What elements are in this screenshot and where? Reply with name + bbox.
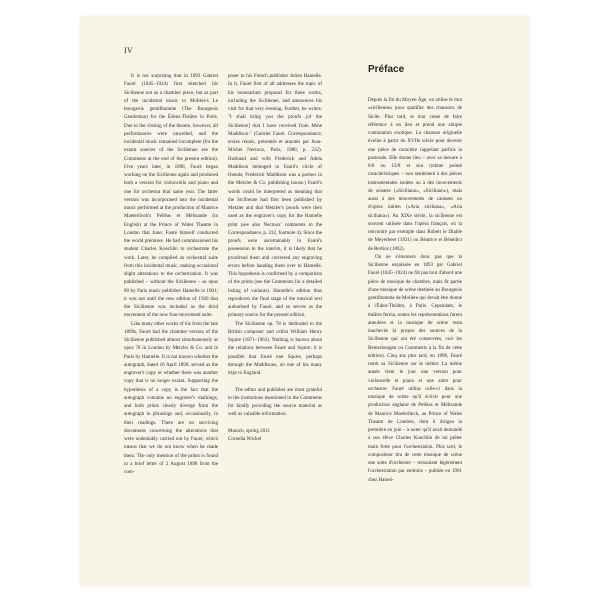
paragraph: It is not surprising that in 1893 Gabriel Fauré (1845–1924) first sketched his Sicilienne not as a chamber piece, but as part of the incidental music to Molière's Le bourgeois gentilhomme (The Bourgeois Gentleman) for the Édens-Théâtre in Paris. Due to the closing of the theatre, however, all performances were cancelled, and the incidental music remained incomplete (for the extant sources of the Sicilienne see the Comments at the end of the present edition). Five years later, in 1898, Fauré began working on the Sicilienne again and produced both a version for violoncello and piano and one for orchestra that same year. The latter version was incorporated into the incidental music performed at the production of Maurice Maeterlinck's Pelléas et Mélisande (in English) at the Prince of Wales Theatre in London that June; Fauré himself conducted the world premiere. He had commissioned his student Charles Koechlin to orchestrate the work. Later, he compiled an orchestral suite from this incidental music, making occasional slight alterations to the orchestration. It was published – without the Sicilienne – as opus 80 by Paris music publisher Hamelle in 1901; it was not until the new edition of 1920 that the Sicilienne was included as the third movement of the now four-movement suite. — [124, 73, 218, 319]
section-heading: Préface — [368, 64, 405, 75]
paragraph: The editor and publisher are most grateful to the institutions mentioned in the Comments for kindly providing the source material as well as valuable information. — [228, 386, 322, 418]
column-french — [368, 96, 462, 484]
paragraph: poser to his French publisher Julien Hamelle. In it, Fauré first of all addresses the topic of his honorarium proposal for three works, including the Sicilienne, and announces his visit for that very evening. Further, he writes: "I shall bring you the proofs [of the Sicilienne] that I have received from Mme Maddison." (Gabriel Fauré. Correspondance, textes réunis, présentés et annotés par Jean-Michel Nectoux, Paris, 1980, p. 232). Husband and wife Frederick and Adela Maddison belonged to Fauré's circle of friends; Frederick Maddison was a partner in the Metzler & Co. publishing house.) Fauré's words could be interpreted as meaning that the Sicilienne had first been published by Metzler and that Metzler's proofs were then used as the engraver's copy for the Hamelle print (see also Nectoux' comments in the Correspondance, p. 232, footnote 4). Since the proofs were ascertainably in Fauré's possession in the interim, it is likely that he proofread them and corrected any engraving errors before handing them over to Hamelle. This hypothesis is confirmed by a comparison of the prints (see the Comments for a detailed listing of variants). Hamelle's edition thus reproduces the final stage of the musical text authorised by Fauré, and so serves as the primary source for the present edition. — [228, 73, 322, 319]
place-date: Munich, spring 2011 — [228, 427, 271, 434]
paragraph: On ne s'étonnera donc pas que la Sicilienne esquissée en 1893 par Gabriel Fauré (1845–1924) ne fût pas tout d'abord une pièce de musique de chambre, mais fit partie d'une musique de scène destinée au Bourgeois gentilhomme de Molière qui devait être donné à l'Éden-Théâtre, à Paris. Cependant, le théâtre ferma, toutes les représentations furent annulées et la musique de scène resta inachevée (à propos des sources de la Sicilienne qui ont été conservées, voir les Bemerkungen ou Comments à la fin de cette édition). Cinq ans plus tard, en 1898, Fauré remit sa Sicilienne sur le métier. La même année vient le jour une version pour violoncelle et piano et une autre pour orchestre. Fauré utilisa celle-ci dans la musique de scène qu'il écrivit pour une production anglaise de Pelléas et Mélisande de Maurice Maeterlinck, au Prince of Wales Theatre de Londres, dont il dirigea la première en juin – à noter qu'il avait demandé à son élève Charles Koechlin de lui prêter main forte pour l'orchestration. Plus tard, le compositeur tira de cette musique de scène une suite d'orchestre – remaniant légèrement l'orchestration par endroits – publiée en 1901 chez Hamel- — [368, 253, 462, 483]
paragraph: The Sicilienne op. 78 is dedicated to the British composer and cellist William Henry Squire (1871–1963). Nothing is known about the relations between Fauré and Squire; it is possible that Fauré met Squire, perhaps through the Maddisons, on one of his many trips to England. — [228, 320, 322, 376]
author-signature: Cornelia Nöckel — [228, 436, 262, 442]
paragraph: Depuis la fin du Moyen Âge, on utilise le mot «sicilienne» pour qualifier des chansons de Sicile. Plus tard, le mot cesse de faire référence à un lieu et prend une simple connotation exotique. La chanson originelle évolue à partir du XVIIe siècle pour devenir une pièce de caractère rappelant parfois la pastorale. Elle donne lieu – avec sa mesure à 6/8 ou 12/8 et son rythme pointé caractéristiques – non seulement à des pièces instrumentales isolées ou à des mouvements de sonates («Siciliano», «Siciliano»), mais aussi à des mouvements de cantates ou d'opéra italien («Aria siciliana», «Aria siciliana»). Au XIXe siècle, la sicilienne est souvent utilisée dans l'opéra français, où la rencontre par exemple dans Robert le Diable de Meyerbeer (1831) ou Béatrice et Bénédict de Berlioz (1862). — [368, 97, 462, 252]
column-english-right — [228, 72, 322, 443]
page-number: IV — [124, 46, 134, 55]
column-english-left — [124, 72, 218, 476]
document-page — [80, 16, 530, 586]
paragraph: Like many other works of his from the late 1890s, Fauré had the chamber version of the Sicilienne published almost simultaneously as opus 78 in London by Metzler & Co. and in Paris by Hamelle. It is not known whether the autograph, dated 16 April 1898, served as the engraver's copy or whether there was another copy that is no longer extant. Supporting the hypothesis of a copy is the fact that the autograph contains no engraver's markings, and both prints clearly diverge from the autograph in phrasings and, occasionally, in their readings. There are no surviving documents concerning the alterations that were undeniably carried out by Fauré, which means that we do not know when he made them. The only mention of the prints is found in a brief letter of 2 August 1898 from the com- — [124, 320, 218, 475]
